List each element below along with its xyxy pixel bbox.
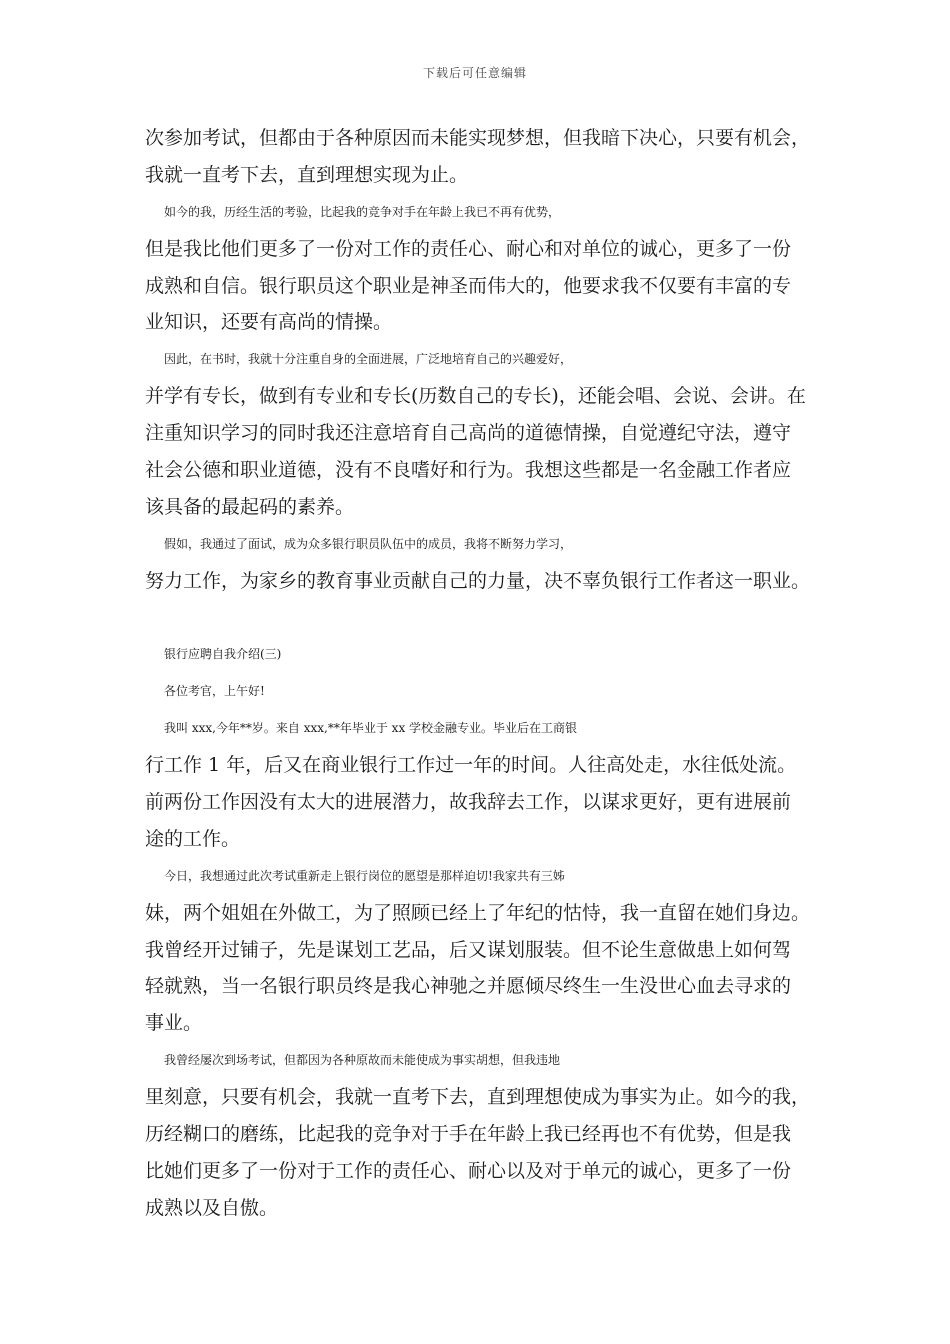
text-line: 努力工作，为家乡的教育事业贡献自己的力量，决不辜负银行工作者这一职业。 <box>145 569 811 592</box>
text-line: 前两份工作因没有太大的进展潜力，故我辞去工作，以谋求更好，更有进展前 <box>145 791 792 814</box>
paragraph-gap <box>145 600 825 637</box>
text-line: 业知识，还要有高尚的情操。 <box>145 311 393 334</box>
text-line: 我曾经开过铺子，先是谋划工艺品，后又谋划服装。但不论生意做患上如何驾 <box>145 938 792 961</box>
text-line: 各位考官，上午好! <box>164 684 265 699</box>
text-line: 行工作 1 年，后又在商业银行工作过一年的时间。人往高处走，水往低处流。 <box>145 754 797 777</box>
text-line: 银行应聘自我介绍(三) <box>164 647 282 662</box>
text-line: 我曾经屡次到场考试，但都因为各种原故而未能使成为事实胡想，但我违地 <box>164 1053 561 1068</box>
text-line: 注重知识学习的同时我还注意培育自己高尚的道德情操，自觉遵纪守法，遵守 <box>145 422 792 445</box>
text-line: 里刻意，只要有机会，我就一直考下去，直到理想使成为事实为止。如今的我， <box>145 1086 811 1109</box>
text-line: 今日，我想通过此次考试重新走上银行岗位的愿望是那样迫切!我家共有三姊 <box>164 868 565 883</box>
text-line: 历经糊口的磨练，比起我的竞争对于手在年龄上我已经再也不有优势，但是我 <box>145 1123 792 1146</box>
document-body <box>145 120 825 1227</box>
text-line: 但是我比他们更多了一份对工作的责任心、耐心和对单位的诚心，更多了一份 <box>145 237 792 260</box>
text-line: 轻就熟，当一名银行职员终是我心神驰之并愿倾尽终生一生没世心血去寻求的 <box>145 975 792 998</box>
text-line: 事业。 <box>145 1012 203 1035</box>
text-line: 途的工作。 <box>145 827 241 850</box>
text-line: 成熟和自信。银行职员这个职业是神圣而伟大的，他要求我不仅要有丰富的专 <box>145 274 792 297</box>
text-line: 如今的我，历经生活的考验，比起我的竞争对手在年龄上我已不再有优势， <box>164 204 561 219</box>
text-line: 假如，我通过了面试，成为众多银行职员队伍中的成员，我将不断努力学习， <box>164 536 573 551</box>
text-line: 妹，两个姐姐在外做工，为了照顾已经上了年纪的怙恃，我一直留在她们身边。 <box>145 901 811 924</box>
text-line: 我叫 xxx,今年**岁。来自 xxx,**年毕业于 xx 学校金融专业。毕业后在工商银 <box>164 721 578 736</box>
text-line: 次参加考试，但都由于各种原因而未能实现梦想，但我暗下决心，只要有机会， <box>145 127 811 149</box>
text-line: 该具备的最起码的素养。 <box>145 495 355 518</box>
text-line: 社会公德和职业道德，没有不良嗜好和行为。我想这些都是一名金融工作者应 <box>145 459 792 482</box>
text-line: 比她们更多了一份对于工作的责任心、耐心以及对于单元的诚心，更多了一份 <box>145 1159 792 1182</box>
text-line: 并学有专长，做到有专业和专长(历数自己的专长)，还能会唱、会说、会讲。在 <box>145 385 806 408</box>
page-header: 下载后可任意编辑 <box>422 66 527 80</box>
text-line: 因此，在书时，我就十分注重自身的全面进展，广泛地培育自己的兴趣爱好， <box>164 352 573 367</box>
text-line: 成熟以及自傲。 <box>145 1196 279 1219</box>
text-line: 我就一直考下去，直到理想实现为止。 <box>145 163 469 186</box>
